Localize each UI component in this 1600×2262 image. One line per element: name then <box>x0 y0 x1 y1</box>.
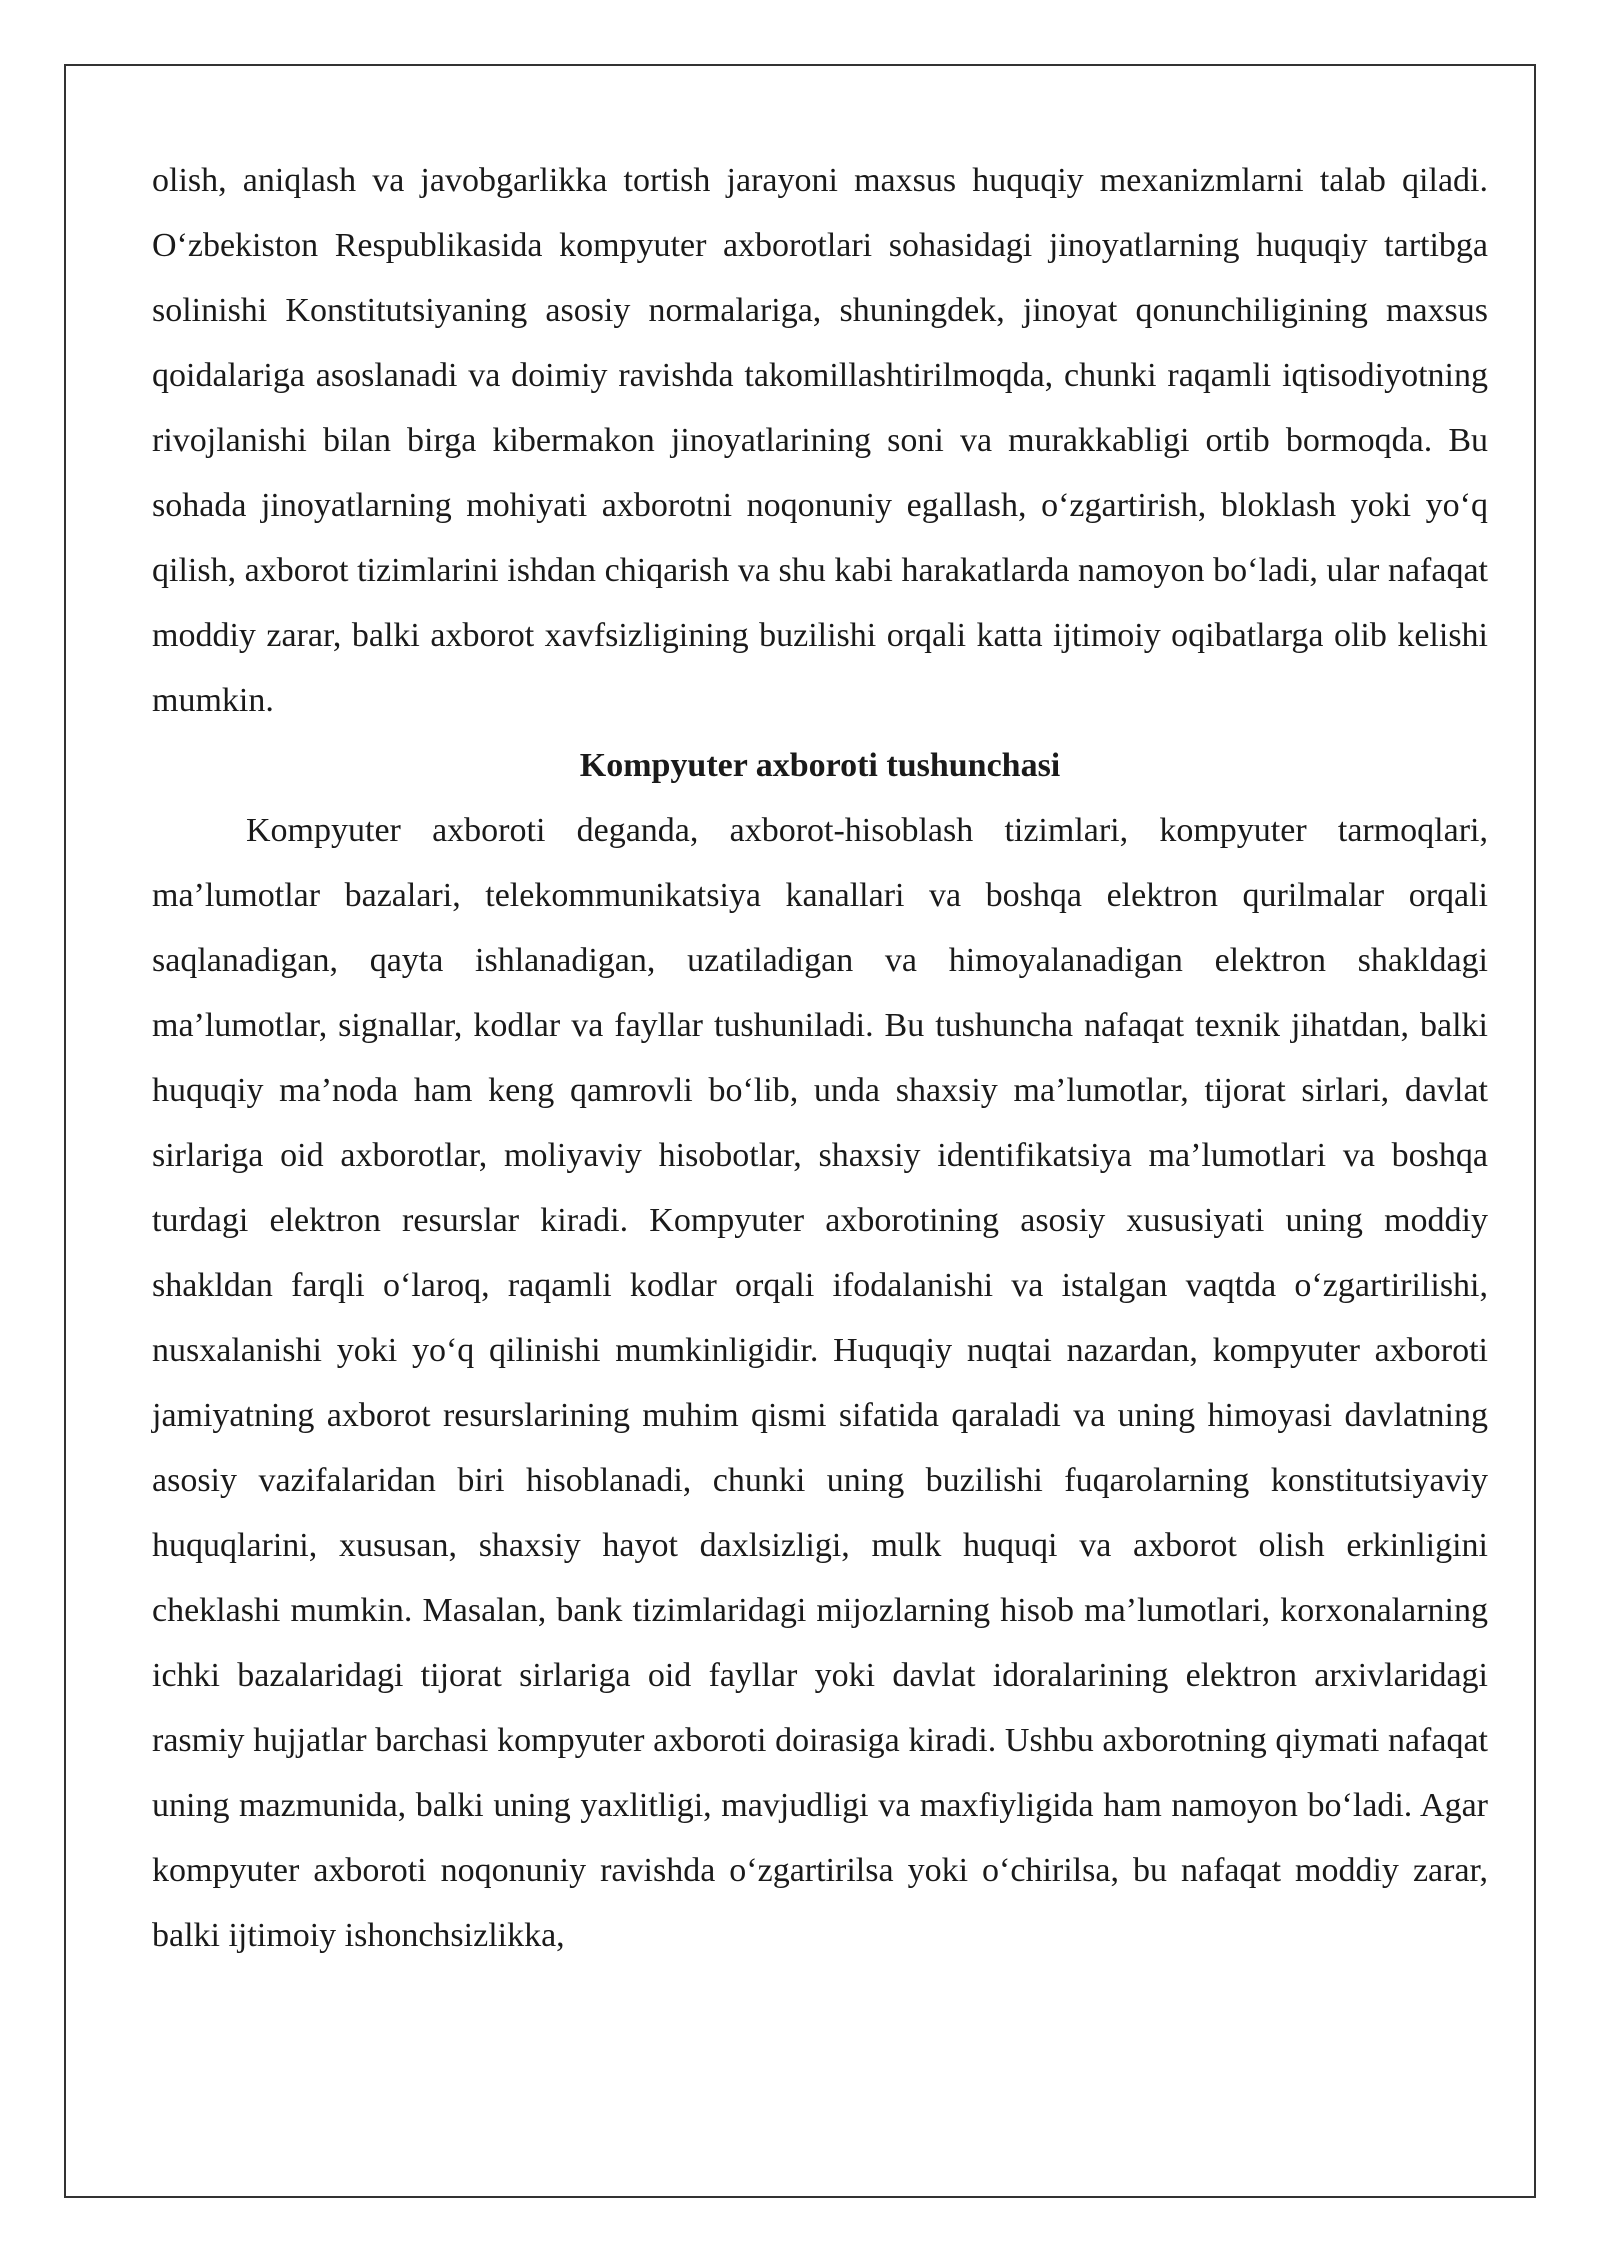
body-paragraph: Kompyuter axboroti deganda, axborot-hisoblash tizimlari, kompyuter tarmoqlari, ma’lumotlar bazalari, telekommunikatsiya kanallari va boshqa elektron qurilmalar orqali saqlanadigan, qayta ishlanadigan, uzatiladigan va himoyalanadigan elektron shakldagi ma’lumotlar, signallar, kodlar va fayllar tushuniladi. Bu tushuncha nafaqat texnik jihatdan, balki huquqiy ma’noda ham keng qamrovli bo‘lib, unda shaxsiy ma’lumotlar, tijorat sirlari, davlat sirlariga oid axborotlar, moliyaviy hisobotlar, shaxsiy identifikatsiya ma’lumotlari va boshqa turdagi elektron resurslar kiradi. Kompyuter axborotining asosiy xususiyati uning moddiy shakldan farqli o‘laroq, raqamli kodlar orqali ifodalanishi va istalgan vaqtda o‘zgartirilishi, nusxalanishi yoki yo‘q qilinishi mumkinligidir. Huquqiy nuqtai nazardan, kompyuter axboroti jamiyatning axborot resurslarining muhim qismi sifatida qaraladi va uning himoyasi davlatning asosiy vazifalaridan biri hisoblanadi, chunki uning buzilishi fuqarolarning konstitutsiyaviy huquqlarini, xususan, shaxsiy hayot daxlsizligi, mulk huquqi va axborot olish erkinligini cheklashi mumkin. Masalan, bank tizimlaridagi mijozlarning hisob ma’lumotlari, korxonalarning ichki bazalaridagi tijorat sirlariga oid fayllar yoki davlat idoralarining elektron arxivlaridagi rasmiy hujjatlar barchasi kompyuter axboroti doirasiga kiradi. Ushbu axborotning qiymati nafaqat uning mazmunida, balki uning yaxlitligi, mavjudligi va maxfiyligida ham namoyon bo‘ladi. Agar kompyuter axboroti noqonuniy ravishda o‘zgartirilsa yoki o‘chirilsa, bu nafaqat moddiy zarar, balki ijtimoiy ishonchsizlikka, <box>152 812 1488 1954</box>
body-paragraph: olish, aniqlash va javobgarlikka tortish jarayoni maxsus huquqiy mexanizmlarni talab qiladi. O‘zbekiston Respublikasida kompyuter axborotlari sohasidagi jinoyatlarning huquqiy tartibga solinishi Konstitutsiyaning asosiy normalariga, shuningdek, jinoyat qonunchiligining maxsus qoidalariga asoslanadi va doimiy ravishda takomillashtirilmoqda, chunki raqamli iqtisodiyotning rivojlanishi bilan birga kibermakon jinoyatlarining soni va murakkabligi ortib bormoqda. Bu sohada jinoyatlarning mohiyati axborotni noqonuniy egallash, o‘zgartirish, bloklash yoki yo‘q qilish, axborot tizimlarini ishdan chiqarish va shu kabi harakatlarda namoyon bo‘ladi, ular nafaqat moddiy zarar, balki axborot xavfsizligining buzilishi orqali katta ijtimoiy oqibatlarga olib kelishi mumkin. <box>152 162 1488 719</box>
section-heading: Kompyuter axboroti tushunchasi <box>579 747 1061 784</box>
document-body <box>152 148 1488 1968</box>
